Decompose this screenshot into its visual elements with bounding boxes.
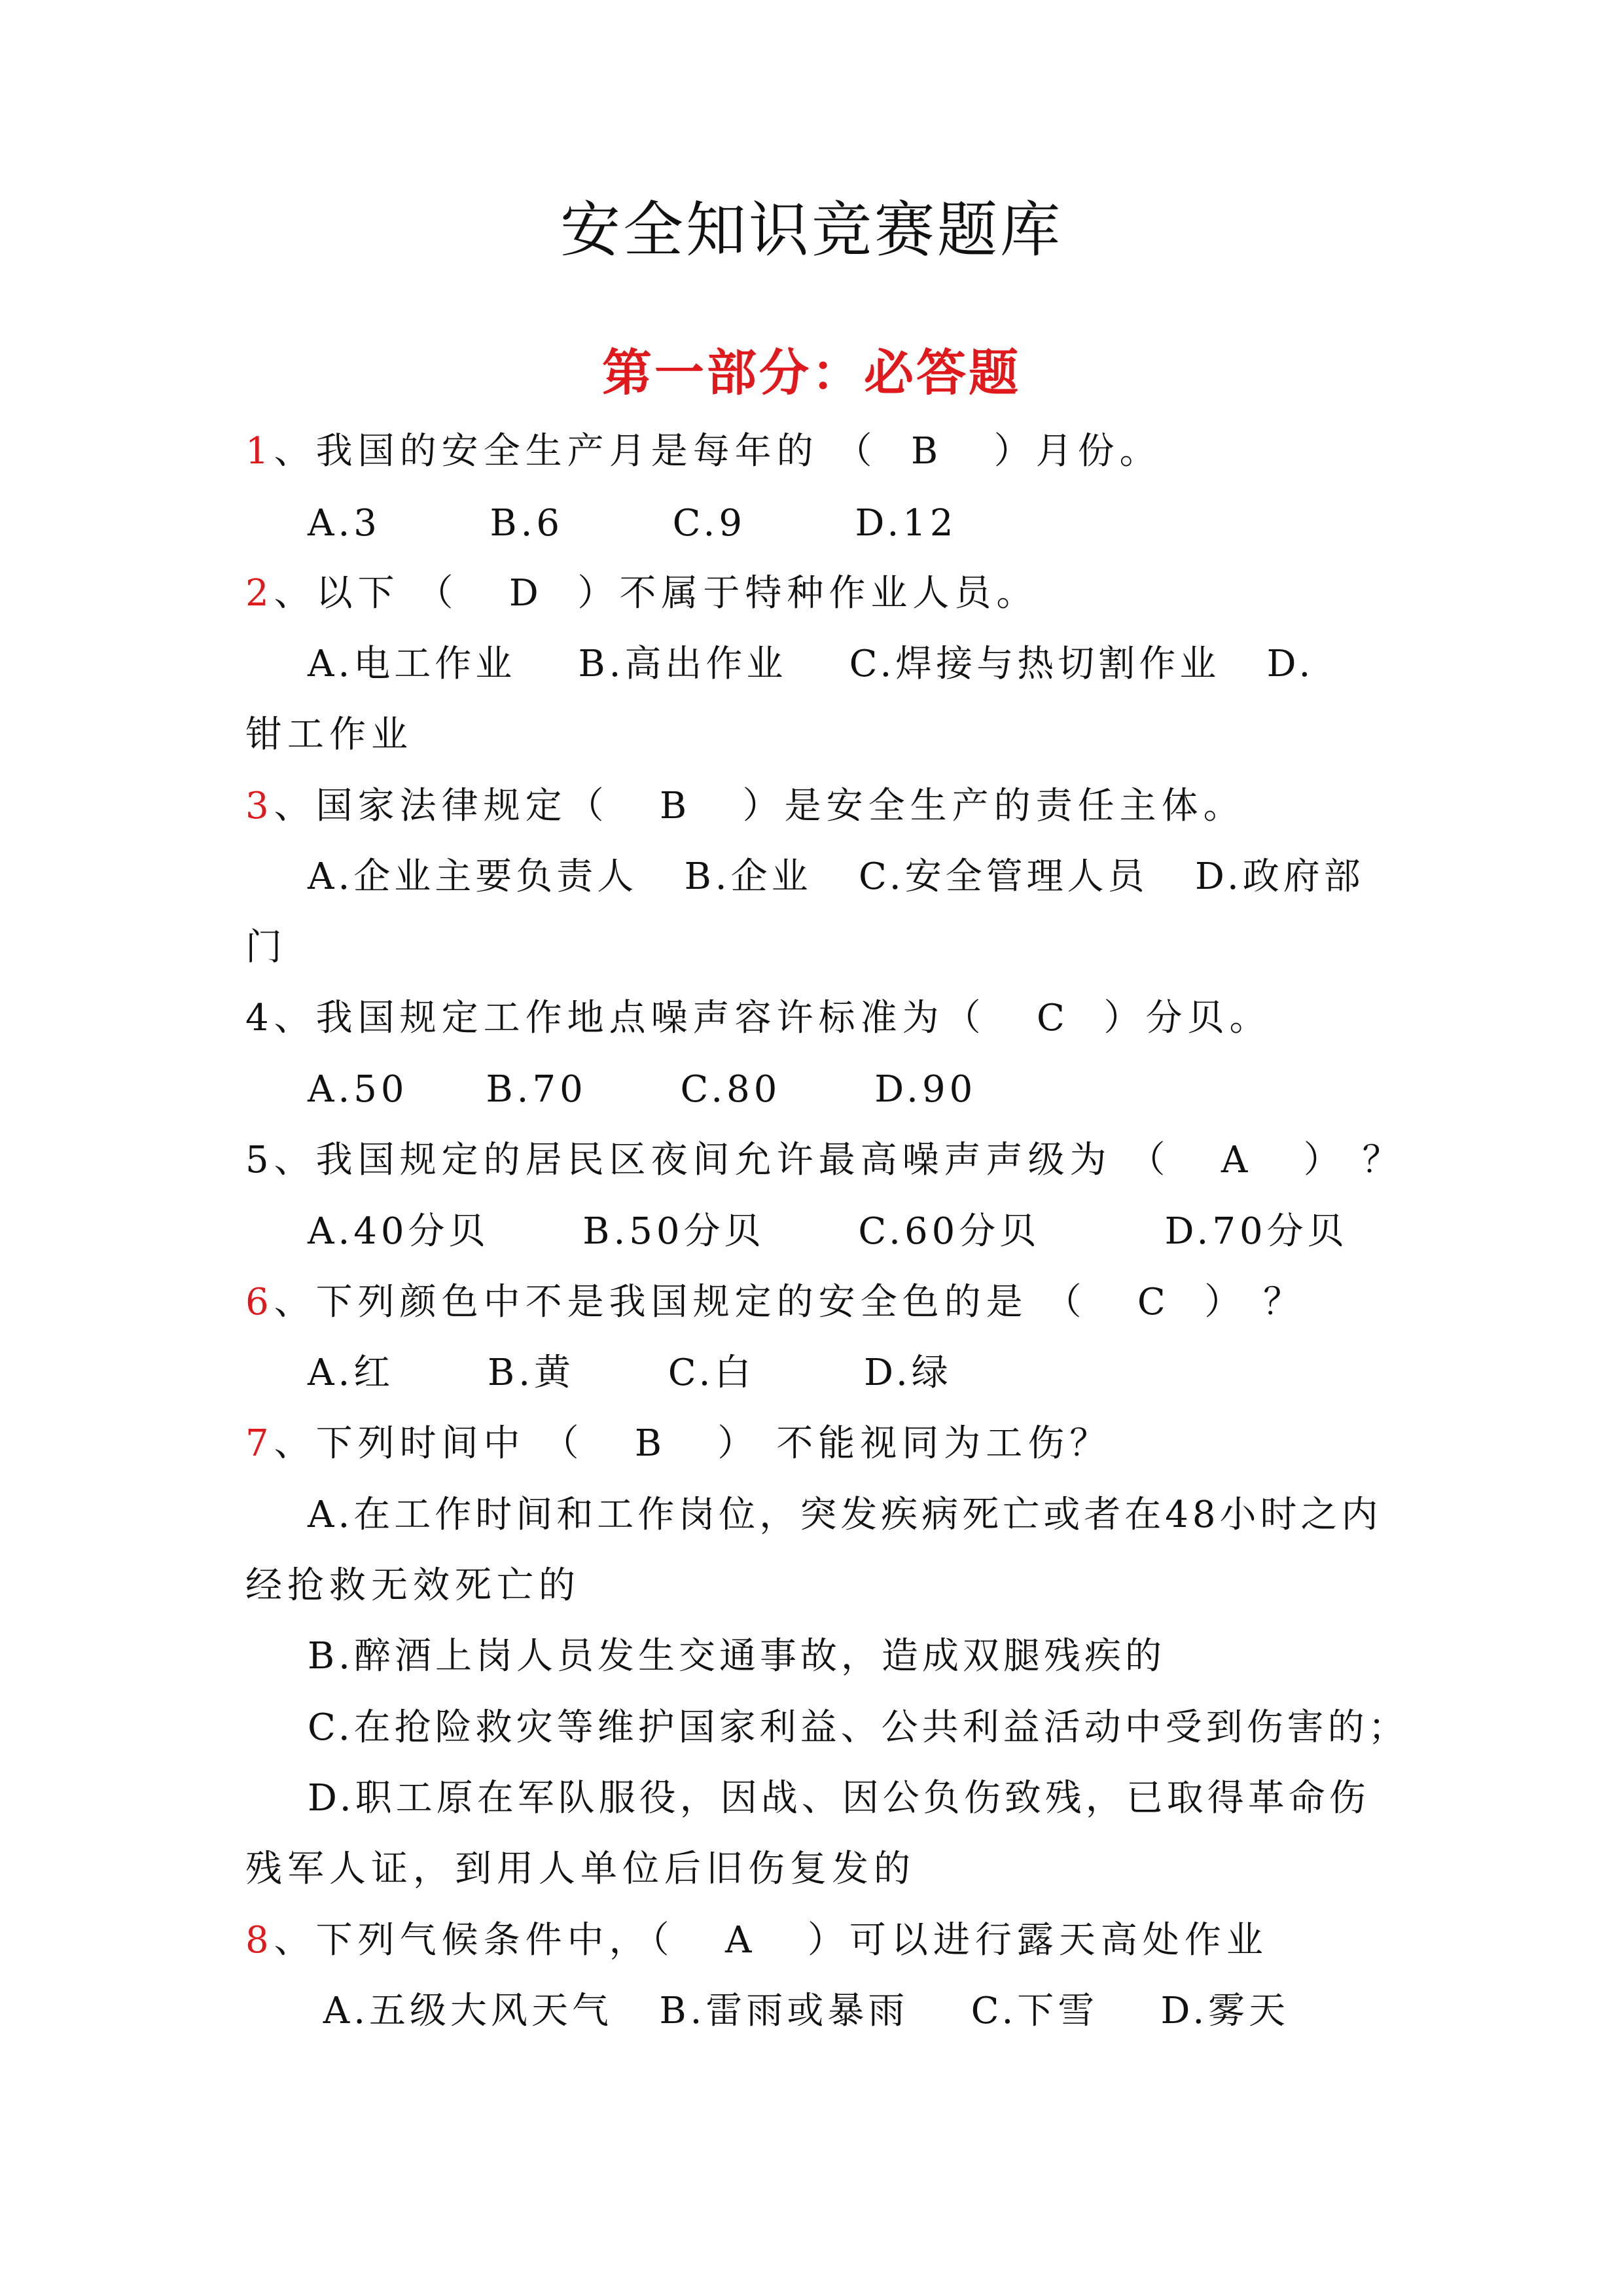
question-number: 7	[245, 1422, 274, 1465]
question-2-options: A.电工作业 B.高出作业 C.焊接与热切割作业 D.	[308, 643, 1315, 685]
question-separator: 、	[274, 430, 316, 473]
question-7-option-b: B.醉酒上岗人员发生交通事故，造成双腿残疾的	[308, 1635, 1166, 1677]
question-separator: 、	[274, 785, 316, 827]
question-7-option-c: C.在抢险救灾等维护国家利益、公共利益活动中受到伤害的；	[308, 1706, 1409, 1749]
question-separator: 、	[274, 1422, 316, 1465]
question-separator: 、	[274, 572, 316, 615]
question-separator: 、	[274, 1281, 316, 1323]
question-text: 我国规定工作地点噪声容许标准为（ C ）分贝。	[315, 997, 1272, 1039]
question-7-option-d: D.职工原在军队服役，因战、因公负伤致残，已取得革命伤	[308, 1777, 1370, 1820]
question-3-options: A.企业主要负责人 B.企业 C.安全管理人员 D.政府部	[308, 855, 1364, 898]
question-number: 8	[245, 1919, 274, 1962]
question-text: 下列时间中 （ B ） 不能视同为工伤？	[315, 1422, 1112, 1465]
question-6	[245, 1276, 1305, 1329]
question-text: 我国的安全生产月是每年的 （ B ）月份。	[315, 430, 1162, 473]
question-1-options: A.3 B.6 C.9 D.12	[308, 502, 957, 545]
question-5-options: A.40分贝 B.50分贝 C.60分贝 D.70分贝	[308, 1210, 1348, 1253]
question-separator: 、	[274, 1919, 316, 1962]
question-number: 4	[245, 997, 274, 1039]
question-3-options-wrap: 门	[245, 926, 287, 969]
question-2	[245, 567, 1038, 620]
question-4-options: A.50 B.70 C.80 D.90	[308, 1068, 977, 1111]
question-text: 我国规定的居民区夜间允许最高噪声声级为 （ A ） ？	[315, 1139, 1404, 1181]
question-8-options: A.五级大风天气 B.雷雨或暴雨 C.下雪 D.雾天	[308, 1990, 1290, 2032]
question-text: 下列颜色中不是我国规定的安全色的是 （ C ） ？	[315, 1281, 1306, 1323]
question-text: 国家法律规定（ B ）是安全生产的责任主体。	[315, 785, 1245, 827]
question-separator: 、	[274, 1139, 316, 1181]
question-text: 下列气候条件中，（ A ）可以进行露天高处作业	[315, 1919, 1268, 1962]
question-7-option-a-wrap: 经抢救无效死亡的	[245, 1564, 580, 1607]
question-number: 1	[245, 430, 274, 473]
question-8	[245, 1914, 1268, 1967]
question-2-options-wrap: 钳工作业	[245, 713, 413, 756]
question-separator: 、	[274, 997, 316, 1039]
question-5	[245, 1134, 1404, 1187]
document-title: 安全知识竞赛题库	[560, 195, 1063, 265]
section-title: 第一部分：必答题	[602, 344, 1021, 402]
question-3	[245, 780, 1245, 833]
question-number: 5	[245, 1139, 274, 1181]
question-6-options: A.红 B.黄 C.白 D.绿	[308, 1352, 952, 1394]
question-7-option-d-wrap: 残军人证，到用人单位后旧伤复发的	[245, 1848, 916, 1890]
question-number: 3	[245, 785, 274, 827]
question-text: 以下 （ D ）不属于特种作业人员。	[315, 572, 1039, 615]
question-7-option-a: A.在工作时间和工作岗位，突发疾病死亡或者在48小时之内	[308, 1494, 1382, 1536]
question-number: 6	[245, 1281, 274, 1323]
question-number: 2	[245, 572, 274, 615]
question-7	[245, 1418, 1111, 1470]
question-4	[245, 992, 1272, 1045]
question-1	[245, 425, 1162, 478]
